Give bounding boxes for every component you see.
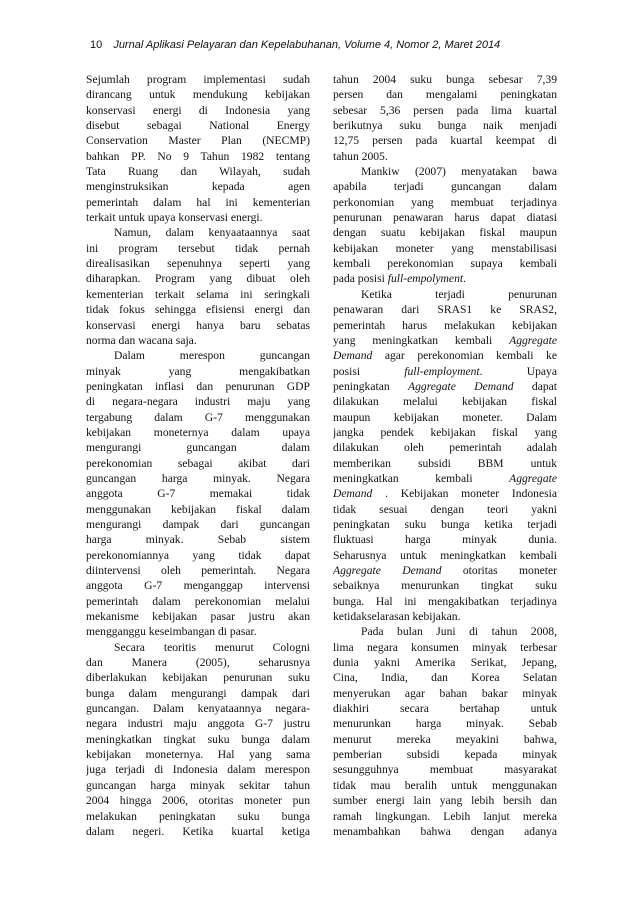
text-run: dirancang untuk mendukung kebijakan (86, 88, 310, 102)
text-run: norma dan wacana saja. (86, 333, 197, 347)
text-line (333, 149, 557, 164)
text-run: menambahkan bahwa dengan adanya (333, 824, 557, 838)
text-run: menginstruksikan kepada agen (86, 180, 310, 194)
text-line (86, 133, 310, 148)
text-run: fluktuasi harga minyak dunia. (333, 533, 557, 547)
text-line (333, 532, 557, 547)
running-header (90, 39, 500, 51)
text-line (333, 118, 557, 133)
text-line (86, 502, 310, 517)
text-line (86, 225, 310, 240)
italic-term: Aggregate Demand (408, 379, 514, 393)
text-run: agar perekonomian kembali ke (372, 349, 557, 363)
text-line (333, 670, 557, 685)
text-run: direalisasikan sepenuhnya seperti yang (86, 257, 310, 271)
text-run: maupun kebijakan moneter. Dalam (333, 410, 557, 424)
text-line (86, 72, 310, 87)
right-column (333, 72, 557, 839)
text-line (86, 271, 310, 286)
text-run: tahun 2004 suku bunga sebesar 7,39 (333, 73, 557, 86)
text-run: mekanisme kebijakan pasar justru akan (86, 610, 310, 624)
text-line (333, 609, 557, 624)
text-line (333, 133, 557, 148)
text-run: tidak sesuai dengan teori yakni (333, 502, 557, 516)
text-line (86, 578, 310, 593)
text-line (86, 716, 310, 731)
text-line (333, 394, 557, 409)
text-run: negara industri maju anggota G-7 justru (86, 717, 310, 731)
text-line (86, 747, 310, 762)
text-line (333, 179, 557, 194)
text-run: dilakukan oleh pemerintah adalah (333, 441, 557, 455)
text-line (86, 732, 310, 747)
text-run: bahkan PP. No 9 Tahun 1982 tentang (86, 149, 310, 163)
text-run: guncangan. Dalam kenyataannya negara- (86, 702, 310, 716)
text-line (86, 410, 310, 425)
text-run: kembali perekonomian supaya kembali (333, 257, 557, 271)
text-run: perkonomian yang membuat terjadinya (333, 195, 557, 209)
text-line (86, 824, 310, 839)
text-run: sebaiknya menurunkan tingkat suku (333, 579, 557, 593)
text-run: Cina, India, dan Korea Selatan (333, 671, 557, 685)
text-run: tidak mau beralih untuk menggunakan (333, 778, 557, 792)
text-run: memberikan subsidi BBM untuk (333, 456, 557, 470)
text-run: dunia yakni Amerika Serikat, Jepang, (333, 656, 557, 670)
text-line (86, 640, 310, 655)
text-line (86, 548, 310, 563)
text-line (333, 379, 557, 394)
text-run: pemerintah harus melakukan kebijakan (333, 318, 557, 332)
text-run: mengurangi guncangan dalam (86, 441, 310, 455)
text-run: perekonomiannya yang tidak dapat (86, 548, 310, 562)
text-line (86, 425, 310, 440)
text-line (333, 410, 557, 425)
text-line (333, 72, 557, 87)
text-line (333, 225, 557, 240)
text-run: dengan suatu kebijakan fiskal maupun (333, 226, 557, 240)
text-line (333, 563, 557, 578)
text-line (333, 471, 557, 486)
text-run: sebesar 5,36 persen pada lima kuartal (333, 103, 557, 117)
text-line (333, 640, 557, 655)
text-line (86, 701, 310, 716)
text-line (333, 486, 557, 501)
text-run: minyak yang mengakibatkan (86, 364, 310, 378)
text-run: meningkatkan kembali (333, 471, 510, 485)
text-run: anggota G-7 memakai tidak (86, 487, 310, 501)
text-run: diharapkan. Program yang dibuat oleh (86, 272, 310, 286)
text-run: 2004 hingga 2006, otoritas moneter pun (86, 794, 310, 808)
italic-term: Aggregate (509, 471, 557, 485)
text-run: peningkatan (333, 379, 409, 393)
text-run: dan Manera (2005), seharusnya (86, 656, 310, 670)
text-run: tahun 2005. (333, 149, 388, 163)
text-line (86, 670, 310, 685)
page-number: 10 (90, 39, 103, 51)
text-line (86, 793, 310, 808)
text-run: pemerintah dalam hal ini kementerian (86, 195, 310, 209)
text-line (86, 609, 310, 624)
text-run: kebijakan moneternya dalam upaya (86, 425, 310, 439)
text-line (86, 594, 310, 609)
text-line (333, 747, 557, 762)
text-line (86, 149, 310, 164)
text-line (86, 624, 310, 639)
text-line (86, 241, 310, 256)
text-line (333, 440, 557, 455)
journal-title: Jurnal Aplikasi Pelayaran dan Kepelabuhanan, Volume 4, Nomor 2, Maret 2014 (113, 39, 501, 51)
text-line (333, 517, 557, 532)
text-line (86, 532, 310, 547)
text-line (86, 103, 310, 118)
italic-term: full-empolyment (387, 272, 464, 286)
text-run: Secara teoritis menurut Cologni (114, 640, 310, 654)
text-line (86, 394, 310, 409)
text-run: harga minyak. Sebab sistem (86, 533, 310, 547)
text-line (333, 103, 557, 118)
text-line (333, 701, 557, 716)
text-run: ramah lingkungan. Lebih lanjut mereka (333, 809, 557, 823)
text-run: anggota G-7 menganggap intervensi (86, 579, 310, 593)
text-line (333, 732, 557, 747)
text-run: guncangan harga minyak sekitar tahun (86, 778, 310, 792)
text-run: Seharusnya untuk meningkatkan kembali (333, 548, 557, 562)
italic-term: Aggregate (509, 333, 557, 347)
text-run: penurunan penawaran harus dapat diatasi (333, 211, 557, 225)
text-line (86, 195, 310, 210)
italic-term: Aggregate Demand (333, 564, 442, 577)
text-line (86, 118, 310, 133)
text-line (333, 302, 557, 317)
text-run: Sejumlah program implementasi sudah (86, 73, 310, 86)
text-run: menggunakan kebijakan fiskal dalam (86, 502, 310, 516)
text-line (333, 762, 557, 777)
text-run: peningkatan suku bunga ketika terjadi (333, 517, 557, 531)
text-run: Ketika terjadi penurunan (361, 287, 557, 301)
text-run: tidak fokus sehingga efisiensi energi dan (86, 303, 310, 317)
text-run: Namun, dalam kenyaataannya saat (114, 226, 310, 240)
text-run: pada posisi (333, 272, 388, 286)
text-line (86, 348, 310, 363)
text-run: Conservation Master Plan (NECMP) (86, 134, 310, 148)
text-line (333, 164, 557, 179)
text-line (333, 333, 557, 348)
text-line (86, 486, 310, 501)
text-run: guncangan harga minyak. Negara (86, 471, 310, 485)
text-run: menyerukan agar bahan bakar minyak (333, 686, 557, 700)
text-run: berikutnya suku bunga naik menjadi (333, 119, 557, 133)
text-line (333, 425, 557, 440)
text-run: bunga dalam mengurangi dampak dari (86, 686, 310, 700)
text-line (333, 778, 557, 793)
text-line (333, 502, 557, 517)
text-line (86, 686, 310, 701)
text-run: menurunkan harga minyak. Sebab (333, 717, 557, 731)
text-run: kebijakan moneter yang menstabilisasi (333, 241, 557, 255)
text-line (86, 256, 310, 271)
text-run: sesungguhnya membuat masyarakat (333, 763, 557, 777)
text-run: Pada bulan Juni di tahun 2008, (361, 625, 557, 639)
text-line (86, 302, 310, 317)
text-run: kementerian terkait selama ini seringkali (86, 287, 310, 301)
text-run: di negara-negara industri maju yang (86, 395, 310, 409)
text-run: pemerintah dalam perekonomian melalui (86, 594, 310, 608)
text-run: lima negara konsumen minyak terbesar (333, 640, 557, 654)
text-line (86, 364, 310, 379)
text-line (333, 318, 557, 333)
text-line (86, 333, 310, 348)
text-run: apabila terjadi guncangan dalam (333, 180, 557, 194)
text-line (333, 364, 557, 379)
text-line (86, 762, 310, 777)
text-run: mengurangi dampak dari guncangan (86, 517, 310, 531)
text-line (86, 778, 310, 793)
text-run: diakhiri secara bertahap untuk (333, 702, 557, 716)
text-line (333, 655, 557, 670)
text-line (86, 563, 310, 578)
text-line (86, 379, 310, 394)
text-line (333, 87, 557, 102)
text-line (86, 471, 310, 486)
text-line (333, 548, 557, 563)
text-line (86, 655, 310, 670)
text-line (86, 440, 310, 455)
text-line (86, 210, 310, 225)
text-run: 12,75 persen pada kuartal keempat di (333, 134, 557, 148)
text-run: persen dan mengalami peningkatan (333, 88, 557, 102)
text-line (333, 809, 557, 824)
text-run: dapat (513, 379, 557, 393)
text-line (333, 824, 557, 839)
text-line (333, 287, 557, 302)
text-run: ketidakselarasan kebijakan. (333, 610, 461, 624)
text-line (333, 241, 557, 256)
text-line (333, 793, 557, 808)
text-run: melakukan peningkatan suku bunga (86, 809, 310, 823)
text-run: terkait untuk upaya konservasi energi. (86, 211, 263, 225)
text-run: kebijakan moneternya. Hal yang sama (86, 748, 310, 762)
text-line (333, 686, 557, 701)
text-line (333, 716, 557, 731)
text-line (86, 164, 310, 179)
text-run: juga terjadi di Indonesia dalam merespon (86, 763, 310, 777)
text-line (86, 318, 310, 333)
text-run: sumber energi lain yang lebih bersih dan (333, 794, 557, 808)
text-run: perekonomian sebagai akibat dari (86, 456, 310, 470)
text-run: tergabung dalam G-7 menggunakan (86, 410, 310, 424)
text-line (333, 348, 557, 363)
text-run: posisi (333, 364, 405, 378)
text-run: . Kebijakan moneter Indonesia (372, 487, 557, 501)
text-run: peningkatan inflasi dan penurunan GDP (86, 379, 310, 393)
text-run: Dalam merespon guncangan (114, 349, 310, 363)
text-run: ini program tersebut tidak pernah (86, 241, 310, 255)
text-line (86, 809, 310, 824)
text-line (333, 578, 557, 593)
text-line (86, 179, 310, 194)
text-run: diberlakukan kebijakan penurunan suku (86, 671, 310, 685)
text-run: yang meningkatkan kembali (333, 333, 510, 347)
text-run: Tata Ruang dan Wilayah, sudah (86, 165, 310, 179)
text-run: jangka pendek kebijakan fiskal yang (333, 425, 557, 439)
text-run: dilakukan melalui kebijakan fiskal (333, 395, 557, 409)
text-run: bunga. Hal ini mengakibatkan terjadinya (333, 594, 557, 608)
text-run: . Upaya (479, 364, 557, 378)
text-run: penawaran dari SRAS1 ke SRAS2, (333, 303, 557, 317)
text-run: diintervensi oleh pemerintah. Negara (86, 564, 310, 577)
text-run: konservasi energi hanya baru sebatas (86, 318, 310, 332)
text-run: meningkatkan tingkat suku bunga dalam (86, 732, 310, 746)
text-line (333, 195, 557, 210)
text-line (333, 456, 557, 471)
text-line (86, 287, 310, 302)
italic-term: Demand (333, 487, 373, 501)
text-line (86, 87, 310, 102)
text-run: dalam negeri. Ketika kuartal ketiga (86, 824, 310, 838)
italic-term: Demand (333, 349, 373, 363)
text-run: Mankiw (2007) menyatakan bawa (361, 165, 557, 179)
text-run: konservasi energi di Indonesia yang (86, 103, 310, 117)
text-run: disebut sebagai National Energy (86, 119, 310, 133)
text-line (333, 210, 557, 225)
text-line (86, 456, 310, 471)
italic-term: full-employment (404, 364, 480, 378)
text-run: mengganggu keseimbangan di pasar. (86, 625, 257, 639)
text-line (86, 517, 310, 532)
text-run: menurut mereka meyakini bahwa, (333, 732, 557, 746)
text-line (333, 624, 557, 639)
left-column (86, 72, 310, 839)
text-line (333, 256, 557, 271)
text-line (333, 271, 557, 286)
text-run: pemberian subsidi kepada minyak (333, 748, 557, 762)
text-run: otoritas moneter (441, 564, 557, 577)
text-run: . (463, 272, 466, 286)
text-line (333, 594, 557, 609)
